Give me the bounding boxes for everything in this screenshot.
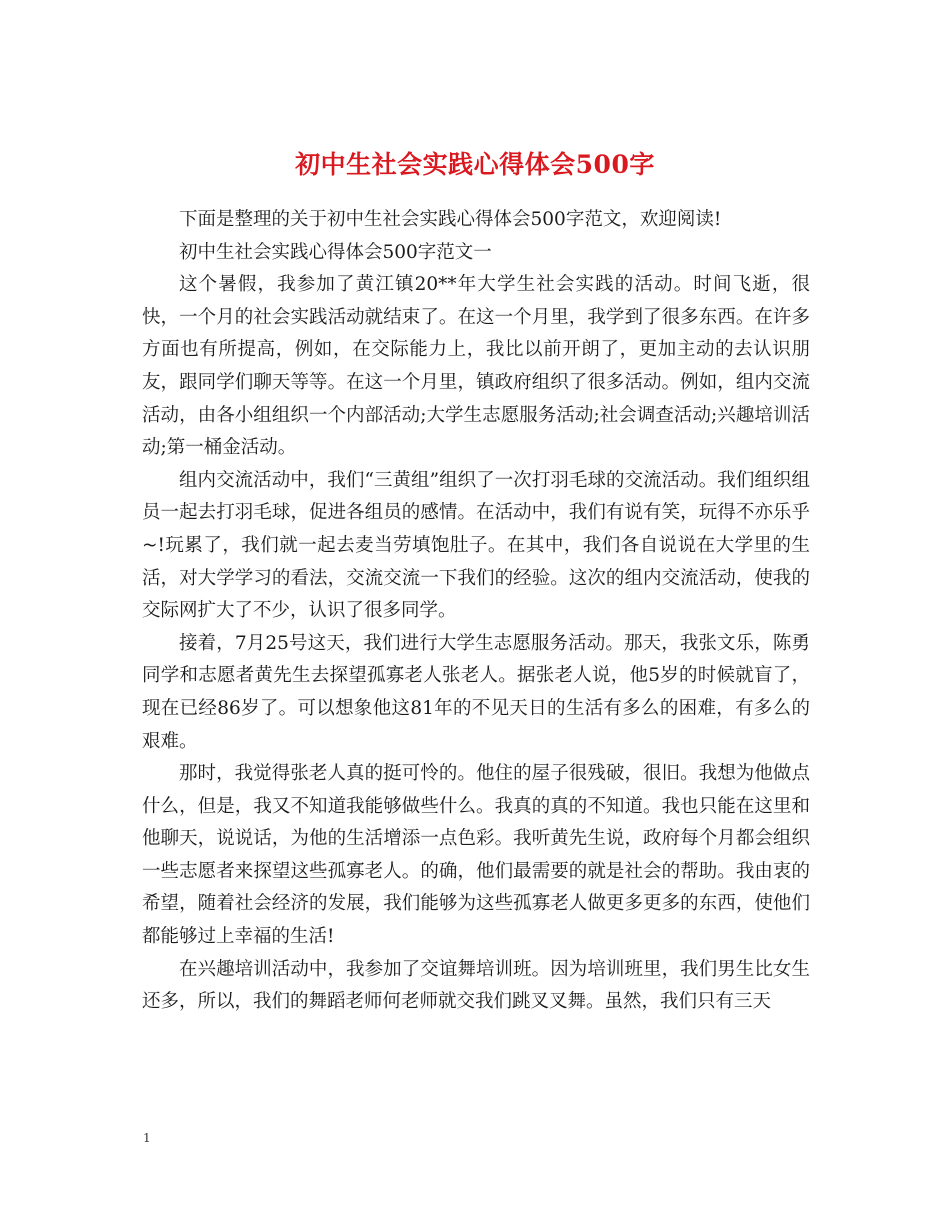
paragraph-subheading: 初中生社会实践心得体会500字范文一 (179, 241, 492, 263)
paragraph: 接着，7月25号这天，我们进行大学生志愿服务活动。那天，我张文乐，陈勇同学和志愿者黄先生去探望孤寡老人张老人。据张老人说，他5岁的时候就盲了，现在已经86岁了。可以想象他这81年的不见天日的生活有多么的困难，有多么的艰难。 (142, 632, 810, 752)
paragraph: 那时，我觉得张老人真的挺可怜的。他住的屋子很残破，很旧。我想为他做点什么，但是，我又不知道我能够做些什么。我真的真的不知道。我也只能在这里和他聊天，说说话，为他的生活增添一点色彩。我听黄先生说，政府每个月都会组织一些志愿者来探望这些孤寡老人。的确，他们最需要的就是社会的帮助。我由衷的希望，随着社会经济的发展，我们能够为这些孤寡老人做更多更多的东西，使他们都能够过上幸福的生活! (142, 763, 810, 948)
paragraph: 这个暑假，我参加了黄江镇20**年大学生社会实践的活动。时间飞逝，很快，一个月的社会实践活动就结束了。在这一个月里，我学到了很多东西。在许多方面也有所提高，例如，在交际能力上，我比以前开朗了，更加主动的去认识朋友，跟同学们聊天等等。在这一个月里，镇政府组织了很多活动。例如，组内交流活动，由各小组组织一个内部活动;大学生志愿服务活动;社会调查活动;兴趣培训活动;第一桶金活动。 (142, 274, 810, 459)
paragraph: 组内交流活动中，我们“三黄组”组织了一次打羽毛球的交流活动。我们组织组员一起去打羽毛球，促进各组员的感情。在活动中，我们有说有笑，玩得不亦乐乎~!玩累了，我们就一起去麦当劳填饱肚子。在其中，我们各自说说在大学里的生活，对大学学习的看法，交流交流一下我们的经验。这次的组内交流活动，使我的交际网扩大了不少，认识了很多同学。 (142, 469, 810, 622)
document-body (142, 204, 810, 1019)
paragraph: 在兴趣培训活动中，我参加了交谊舞培训班。因为培训班里，我们男生比女生还多，所以，我们的舞蹈老师何老师就交我们跳叉叉舞。虽然，我们只有三天 (142, 958, 810, 1013)
page-number: 1 (143, 1131, 151, 1145)
document-title: 初中生社会实践心得体会500字 (295, 149, 655, 179)
paragraph-intro: 下面是整理的关于初中生社会实践心得体会500字范文，欢迎阅读! (179, 209, 722, 230)
